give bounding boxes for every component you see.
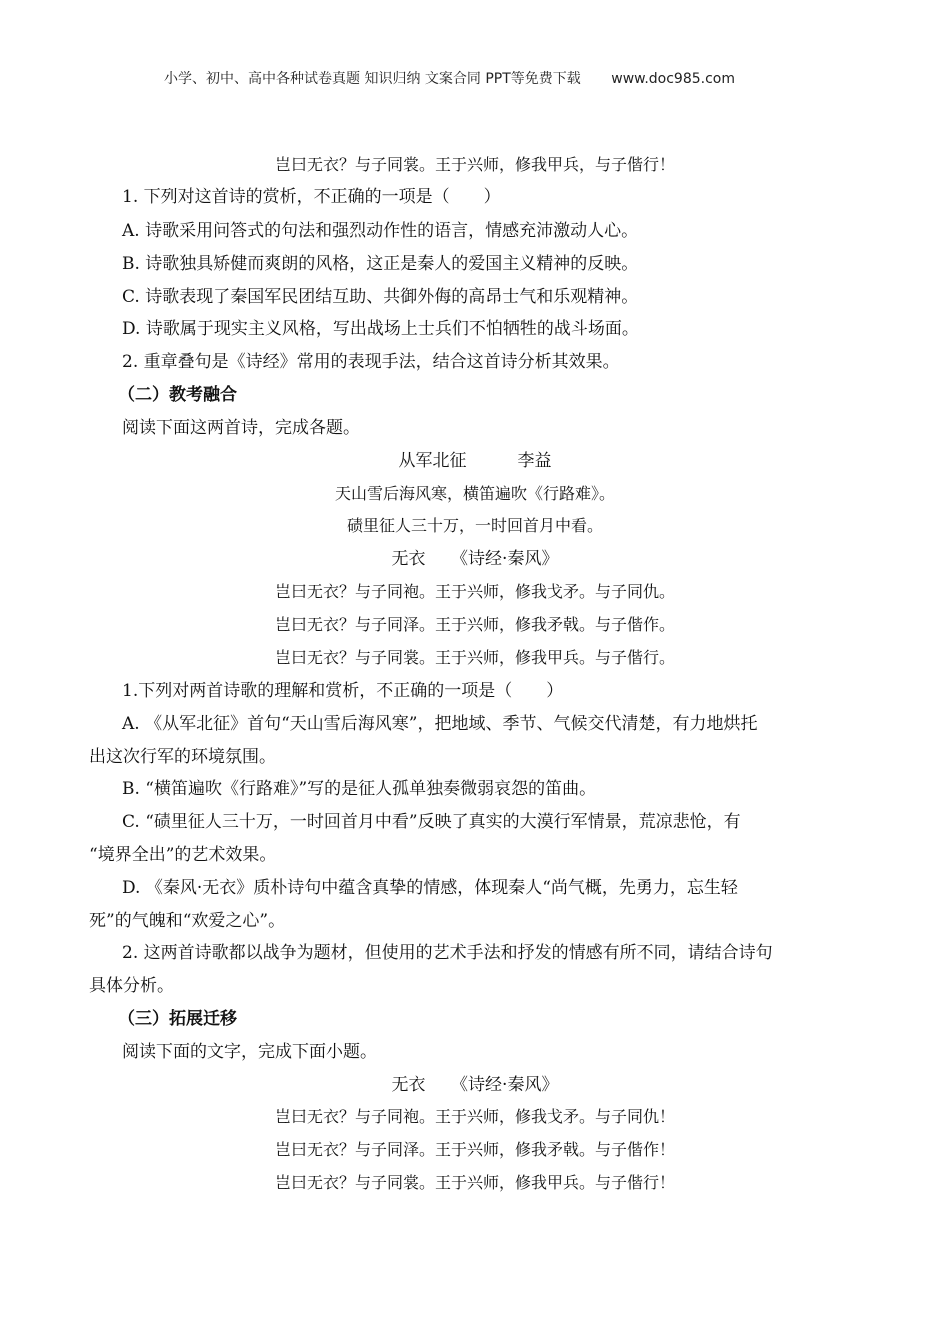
question-1: 1.下列对两首诗歌的理解和赏析，不正确的一项是（ ） [122,681,564,701]
option-a: A. 诗歌采用问答式的句法和强烈动作性的语言，情感充沛激动人心。 [122,221,639,241]
poem-line: 岂曰无衣？与子同泽。王于兴师，修我矛戟。与子偕作。 [274,615,675,634]
poem-line: 岂曰无衣？与子同裳。王于兴师，修我甲兵。与子偕行！ [274,1173,675,1192]
header-text: 小学、初中、高中各种试卷真题 知识归纳 文案合同 PPT等免费下载 [164,71,581,87]
section-heading: （二）教考融合 [118,385,237,405]
question-2: 2. 重章叠句是《诗经》常用的表现手法，结合这首诗分析其效果。 [122,352,620,372]
option-c-cont: “境界全出”的艺术效果。 [89,845,277,865]
section-intro: 阅读下面的文字，完成下面小题。 [122,1042,377,1062]
poem-title: 从军北征 李益 [398,451,552,471]
section-intro: 阅读下面这两首诗，完成各题。 [122,418,360,438]
header-url[interactable]: www.doc985.com [611,71,735,87]
poem-line: 岂曰无衣？与子同袍。王于兴师，修我戈矛。与子同仇。 [274,582,675,601]
poem-title: 无衣 《诗经·秦风》 [391,1075,559,1095]
section-heading: （三）拓展迁移 [118,1009,237,1029]
poem-line: 岂曰无衣？与子同裳。王于兴师，修我甲兵，与子偕行！ [274,155,675,174]
poem-line: 岂曰无衣？与子同裳。王于兴师，修我甲兵。与子偕行。 [274,648,675,667]
poem-line: 天山雪后海风寒，横笛遍吹《行路难》。 [334,484,615,503]
poem-line: 碛里征人三十万，一时回首月中看。 [346,516,603,535]
option-b: B. 诗歌独具矫健而爽朗的风格，这正是秦人的爱国主义精神的反映。 [122,254,639,274]
option-c: C. 诗歌表现了秦国军民团结互助、共御外侮的高昂士气和乐观精神。 [122,287,639,307]
option-a-cont: 出这次行军的环境氛围。 [89,747,276,767]
option-b: B. “横笛遍吹《行路难》”写的是征人孤单独奏微弱哀怨的笛曲。 [122,779,597,799]
option-d-cont: 死”的气魄和“欢爱之心”。 [89,911,286,931]
option-a: A. 《从军北征》首句“天山雪后海风寒”，把地域、季节、气候交代清楚，有力地烘托 [122,714,758,734]
poem-line: 岂曰无衣？与子同袍。王于兴师，修我戈矛。与子同仇！ [274,1107,675,1126]
option-d: D. 诗歌属于现实主义风格，写出战场上士兵们不怕牺牲的战斗场面。 [122,319,639,339]
question-2-cont: 具体分析。 [89,976,174,996]
question-1: 1. 下列对这首诗的赏析，不正确的一项是（ ） [122,187,501,207]
question-2: 2. 这两首诗歌都以战争为题材，但使用的艺术手法和抒发的情感有所不同，请结合诗句 [122,943,773,963]
poem-line: 岂曰无衣？与子同泽。王于兴师，修我矛戟。与子偕作！ [274,1140,675,1159]
page-header [164,68,735,90]
option-d: D. 《秦风·无衣》质朴诗句中蕴含真挚的情感，体现秦人“尚气概，先勇力，忘生轻 [122,878,738,898]
option-c: C. “碛里征人三十万，一时回首月中看”反映了真实的大漠行军情景，荒凉悲怆，有 [122,812,741,832]
poem-title: 无衣 《诗经·秦风》 [391,549,559,569]
